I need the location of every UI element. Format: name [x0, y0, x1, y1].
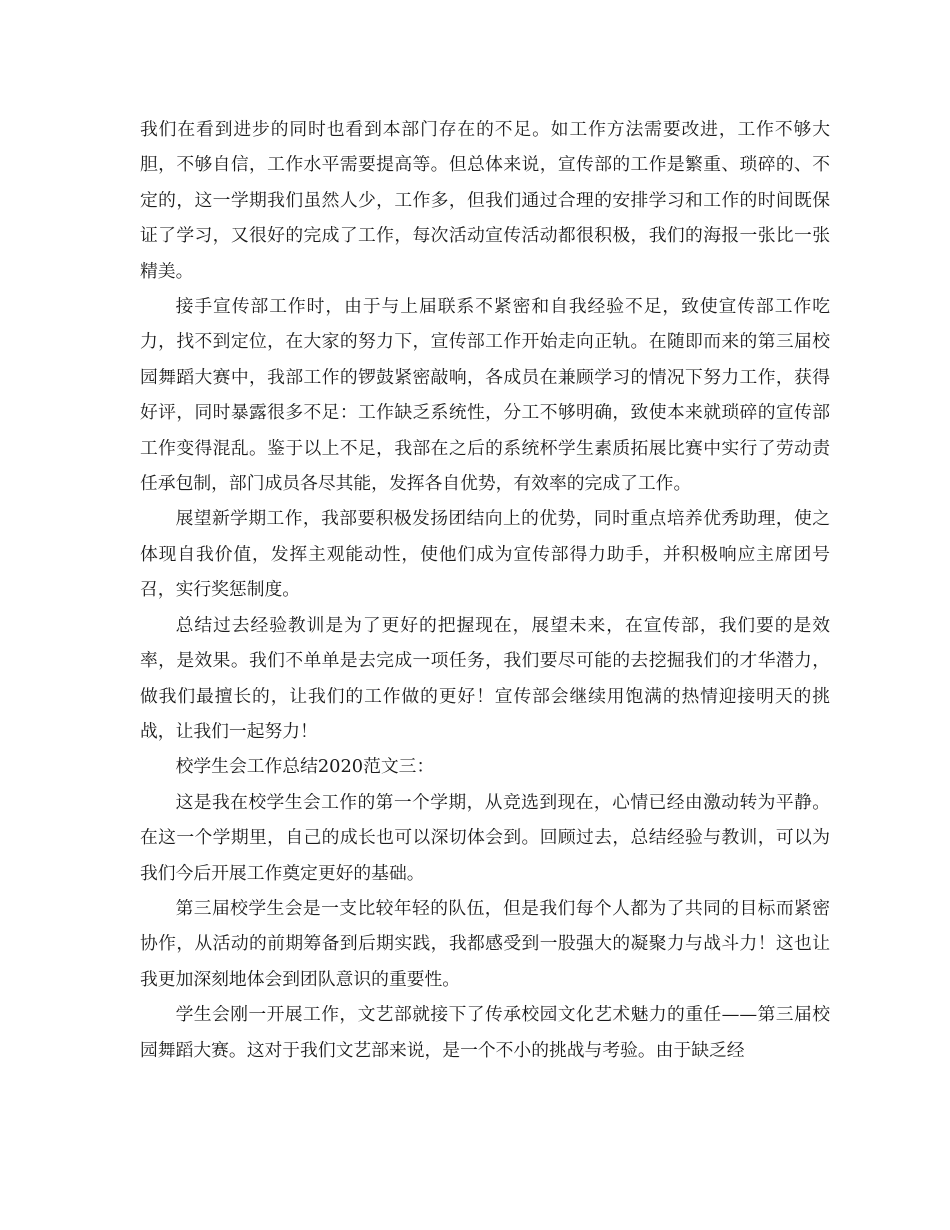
paragraph-3: 展望新学期工作，我部要积极发扬团结向上的优势，同时重点培养优秀助理，使之体现自我价值，发挥主观能动性，使他们成为宣传部得力助手，并积极响应主席团号召，实行奖惩制度。 — [140, 508, 830, 601]
section-heading: 校学生会工作总结2020范文三： — [175, 756, 435, 778]
document-body — [140, 112, 830, 1068]
paragraph-1: 我们在看到进步的同时也看到本部门存在的不足。如工作方法需要改进，工作不够大胆，不够自信，工作水平需要提高等。但总体来说，宣传部的工作是繁重、琐碎的、不定的，这一学期我们虽然人少，工作多，但我们通过合理的安排学习和工作的时间既保证了学习，又很好的完成了工作，每次活动宣传活动都很积极，我们的海报一张比一张精美。 — [140, 119, 830, 282]
paragraph-7: 学生会刚一开展工作，文艺部就接下了传承校园文化艺术魅力的重任——第三届校园舞蹈大赛。这对于我们文艺部来说，是一个不小的挑战与考验。由于缺乏经 — [140, 1004, 830, 1061]
paragraph-2: 接手宣传部工作时，由于与上届联系不紧密和自我经验不足，致使宣传部工作吃力，找不到定位，在大家的努力下，宣传部工作开始走向正轨。在随即而来的第三届校园舞蹈大赛中，我部工作的锣鼓紧密敲响，各成员在兼顾学习的情况下努力工作，获得好评，同时暴露很多不足：工作缺乏系统性，分工不够明确，致使本来就琐碎的宣传部工作变得混乱。鉴于以上不足，我部在之后的系统杯学生素质拓展比赛中实行了劳动责任承包制，部门成员各尽其能，发挥各自优势，有效率的完成了工作。 — [140, 296, 830, 495]
paragraph-5: 这是我在校学生会工作的第一个学期，从竞选到现在，心情已经由激动转为平静。在这一个学期里，自己的成长也可以深切体会到。回顾过去，总结经验与教训，可以为我们今后开展工作奠定更好的基础。 — [140, 791, 830, 884]
paragraph-4: 总结过去经验教训是为了更好的把握现在，展望未来，在宣传部，我们要的是效率，是效果。我们不单单是去完成一项任务，我们要尽可能的去挖掘我们的才华潜力，做我们最擅长的，让我们的工作做的更好！宣传部会继续用饱满的热情迎接明天的挑战，让我们一起努力！ — [140, 614, 830, 742]
paragraph-6: 第三届校学生会是一支比较年轻的队伍，但是我们每个人都为了共同的目标而紧密协作，从活动的前期筹备到后期实践，我都感受到一股强大的凝聚力与战斗力！这也让我更加深刻地体会到团队意识的重要性。 — [140, 897, 830, 990]
